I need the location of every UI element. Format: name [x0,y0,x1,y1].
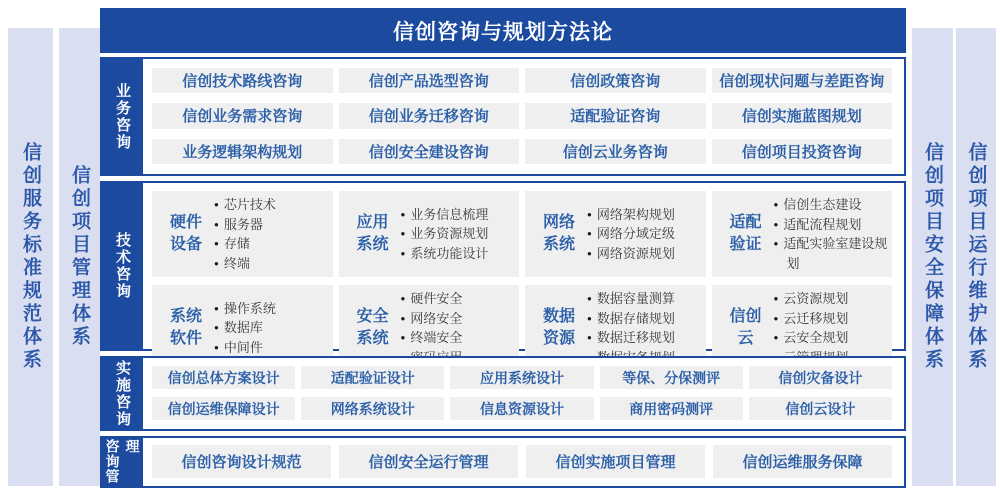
tech-bullet: ● 存储 [214,234,331,254]
tech-group-adaptation [712,191,893,277]
section-technical-label-box [102,183,143,349]
section-consulting-management [100,436,906,488]
business-item: 信创产品选型咨询 [339,68,520,93]
implementation-item: 信息资源设计 [450,397,593,420]
section-business-label-box [102,59,143,174]
tech-group-name: 适配验证 [729,214,762,253]
tech-group-name: 系统软件 [169,308,202,347]
implementation-item: 适配验证设计 [301,366,444,389]
tech-group-network [525,191,706,277]
tech-group-name: 网络系统 [542,214,575,253]
tech-group-name: 安全系统 [356,308,389,347]
tech-bullet: ● 云迁移规划 [774,309,891,329]
management-item: 信创实施项目管理 [526,445,705,478]
tech-group-bullets [401,205,518,264]
tech-bullet: ● 服务器 [214,215,331,235]
section-business-consulting [100,57,906,176]
tech-group-bullets [587,205,704,264]
tech-bullet: ● 网络资源规划 [587,244,704,264]
management-item: 信创咨询设计规范 [152,445,331,478]
technical-groups-grid [143,183,904,355]
tech-group-bullets [214,299,331,358]
tech-group-name: 应用系统 [356,214,389,253]
tech-bullet: ● 终端 [214,254,331,274]
business-item: 信创安全建设咨询 [339,139,520,164]
section-business-label: 业务咨询 [114,82,131,151]
business-item: 信创政策咨询 [525,68,706,93]
implementation-item: 信创总体方案设计 [152,366,295,389]
tech-group-name: 信创云 [729,308,762,347]
title-bar [100,8,906,53]
sidebar-security-assurance [912,28,953,486]
tech-bullet: ● 网络架构规划 [587,205,704,225]
business-item: 信创云业务咨询 [525,139,706,164]
sidebar-project-management-label: 信创项目管理体系 [69,165,90,349]
tech-bullet: ● 硬件安全 [401,289,518,309]
tech-bullet: ● 业务资源规划 [401,224,518,244]
implementation-items-grid [143,358,904,429]
sidebar-operation-maintenance [956,28,996,486]
tech-bullet: ● 数据迁移规划 [587,328,704,348]
tech-bullet: ● 数据容量测算 [587,289,704,309]
tech-group-hardware [152,191,333,277]
sidebar-service-standards-label: 信创服务标准规范体系 [20,142,41,372]
tech-bullet: ● 适配流程规划 [774,215,891,235]
tech-bullet: ● 终端安全 [401,328,518,348]
implementation-item: 信创灾备设计 [749,366,892,389]
sidebar-operation-maintenance-label: 信创项目运行维护体系 [965,142,987,372]
tech-bullet: ● 云安全规划 [774,328,891,348]
business-item: 信创技术路线咨询 [152,68,333,93]
tech-bullet: ● 数据库 [214,318,331,338]
tech-bullet: ● 云资源规划 [774,289,891,309]
business-item: 信创实施蓝图规划 [712,103,893,128]
tech-bullet: ● 系统功能设计 [401,244,518,264]
page-title: 信创咨询与规划方法论 [393,20,613,44]
section-implementation-label-box [102,358,143,429]
business-item: 业务逻辑架构规划 [152,139,333,164]
sidebar-project-management [59,28,100,486]
management-item: 信创安全运行管理 [339,445,518,478]
tech-group-bullets [774,195,891,273]
tech-bullet: ● 芯片技术 [214,195,331,215]
tech-bullet: ● 操作系统 [214,299,331,319]
tech-bullet: ● 适配实验室建设规划 [774,234,891,273]
business-item: 信创现状问题与差距咨询 [712,68,893,93]
tech-bullet: ● 信创生态建设 [774,195,891,215]
management-item: 信创运维服务保障 [713,445,892,478]
section-management-label: 咨询管理 [104,439,141,484]
business-items-grid [143,59,904,174]
section-technical-consulting [100,181,906,355]
business-item: 信创业务需求咨询 [152,103,333,128]
section-implementation-consulting [100,356,906,431]
tech-group-name: 硬件设备 [169,214,202,253]
tech-group-name: 数据资源 [542,308,575,347]
tech-bullet: ● 业务信息梳理 [401,205,518,225]
tech-group-bullets [214,195,331,273]
implementation-item: 应用系统设计 [450,366,593,389]
tech-bullet: ● 中间件 [214,338,331,358]
business-item: 信创项目投资咨询 [712,139,893,164]
business-item: 适配验证咨询 [525,103,706,128]
section-technical-label: 技术咨询 [114,232,131,300]
section-implementation-label: 实施咨询 [114,359,131,428]
management-items-grid [143,438,904,486]
tech-bullet: ● 网络安全 [401,309,518,329]
tech-group-application [339,191,520,277]
business-item: 信创业务迁移咨询 [339,103,520,128]
implementation-item: 等保、分保测评 [600,366,743,389]
sidebar-security-assurance-label: 信创项目安全保障体系 [922,142,943,372]
sidebar-service-standards [8,28,53,486]
tech-bullet: ● 网络分域定级 [587,224,704,244]
implementation-item: 信创云设计 [749,397,892,420]
implementation-item: 网络系统设计 [301,397,444,420]
implementation-item: 信创运维保障设计 [152,397,295,420]
implementation-item: 商用密码测评 [600,397,743,420]
tech-bullet: ● 数据存储规划 [587,309,704,329]
section-management-label-box [102,438,143,486]
